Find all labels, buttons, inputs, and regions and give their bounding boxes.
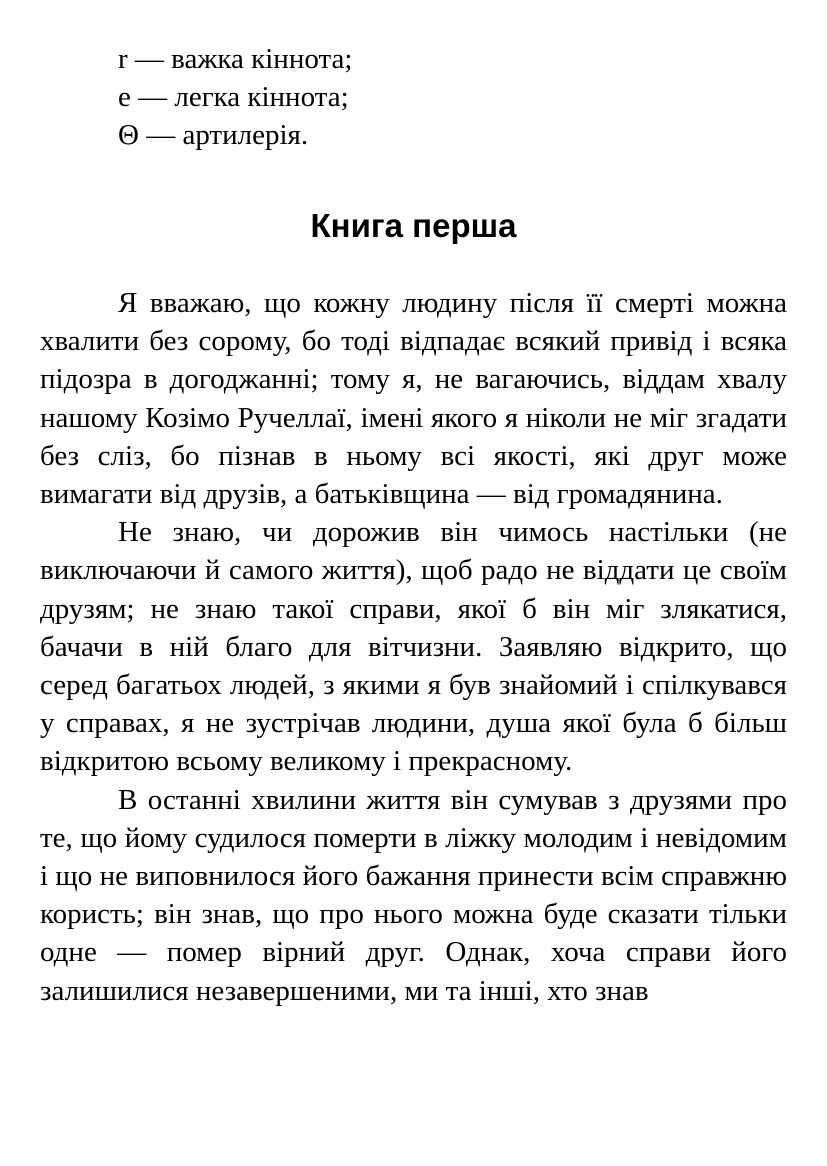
- legend: [118, 40, 787, 154]
- legend-item-light-cavalry: e — легка кіннота;: [118, 81, 349, 113]
- paragraph-3: В останні хвилини життя він сумував з друзями про те, що йому судилося померти в ліжку молодим і невідомим і що не виповнилося його бажання принести всім справжню користь; він знав, що про нього можна буде сказати тільки одне — помер вірний друг. Однак, хоча справи його залишилися незавершеними, ми та інші, хто знав: [40, 783, 787, 1007]
- legend-item-artillery: Θ — артилерія.: [118, 119, 309, 151]
- paragraph-1: Я вважаю, що кожну людину після її смерті можна хвалити без сорому, бо тоді відпадає всякий привід і всяка підозра в догоджанні; тому я, не вагаючись, віддам хвалу нашому Козімо Ручеллаї, імені якого я ніколи не міг згадати без сліз, бо пізнав в ньому всі якості, які друг може вимагати від друзів, а батьківщина — від громадянина.: [40, 287, 787, 511]
- document-page: [40, 40, 787, 1010]
- chapter-title: Книга перша: [310, 207, 517, 244]
- body-text: [40, 284, 787, 1010]
- legend-item-heavy-cavalry: r — важка кіннота;: [118, 43, 353, 75]
- paragraph-2: Не знаю, чи дорожив він чимось настільки (не виключаючи й самого життя), щоб радо не віддати це своїм друзям; не знаю такої справи, якої б він міг злякатися, бачачи в ній благо для вітчизни. Заявляю відкрито, що серед багатьох людей, з якими я був знайомий і спілкувався у справах, я не зустрічав людини, душа якої була б більш відкритою всьому великому і прекрасному.: [40, 516, 787, 778]
